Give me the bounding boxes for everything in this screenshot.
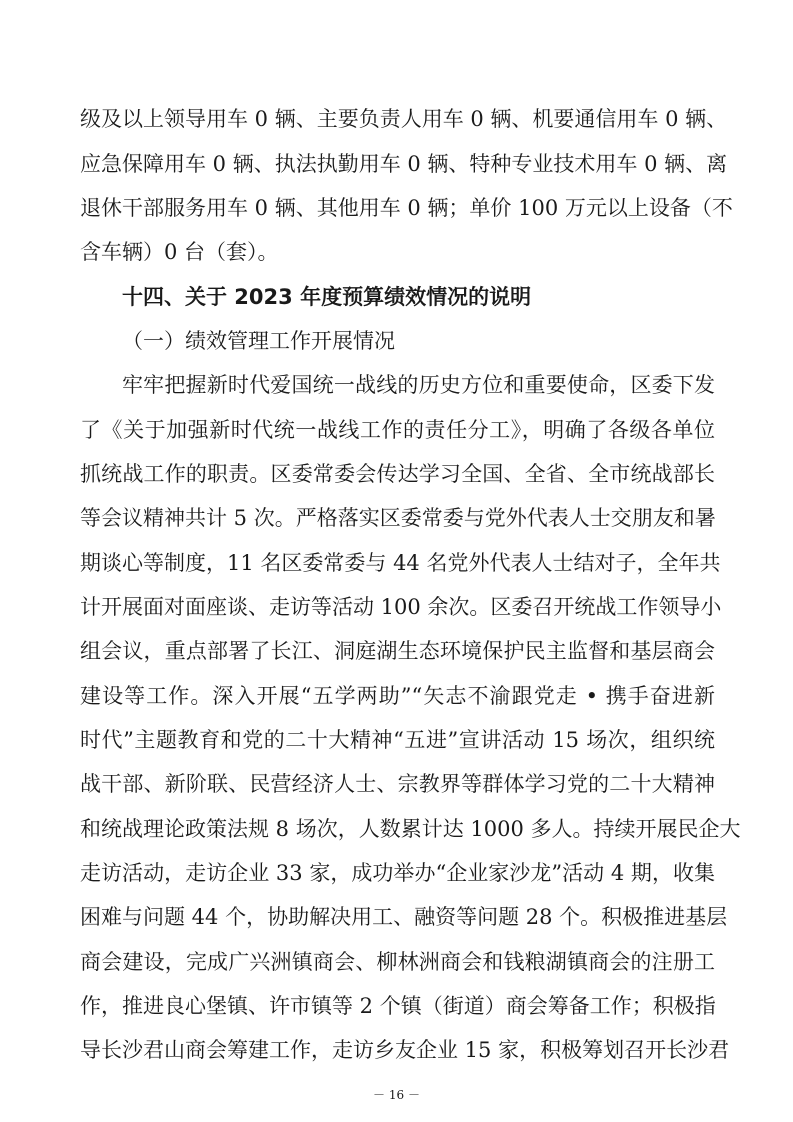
paragraph-line: 含车辆）0 台（套）。 xyxy=(80,240,279,264)
paragraph-line: 退休干部服务用车 0 辆、其他用车 0 辆；单价 100 万元以上设备（不 xyxy=(80,196,733,220)
paragraph-line: 牢牢把握新时代爱国统一战线的历史方位和重要使命，区委下发 xyxy=(122,373,715,397)
section-heading: 十四、关于 2023 年度预算绩效情况的说明 xyxy=(122,285,532,309)
paragraph-line: 困难与问题 44 个，协助解决用工、融资等问题 28 个。积极推进基层 xyxy=(80,905,728,929)
paragraph-line: 期谈心等制度，11 名区委常委与 44 名党外代表人士结对子，全年共 xyxy=(80,551,721,575)
paragraph-line: 了《关于加强新时代统一战线工作的责任分工》，明确了各级各单位 xyxy=(80,418,715,442)
paragraph-line: 建设等工作。深入开展“五学两助”“矢志不渝跟党走 • 携手奋进新 xyxy=(80,684,715,708)
paragraph-line: 导长沙君山商会筹建工作，走访乡友企业 15 家，积极筹划召开长沙君 xyxy=(80,1038,730,1062)
paragraph-line: 走访活动，走访企业 33 家，成功举办“企业家沙龙”活动 4 期，收集 xyxy=(80,861,715,885)
paragraph-line: 时代”主题教育和党的二十大精神“五进”宣讲活动 15 场次，组织统 xyxy=(80,728,715,752)
paragraph-line: 级及以上领导用车 0 辆、主要负责人用车 0 辆、机要通信用车 0 辆、 xyxy=(80,107,728,131)
page-number: － 16 － xyxy=(373,1088,420,1102)
paragraph-line: 组会议，重点部署了长江、洞庭湖生态环境保护民主监督和基层商会 xyxy=(80,639,715,663)
paragraph-line: 商会建设，完成广兴洲镇商会、柳林洲商会和钱粮湖镇商会的注册工 xyxy=(80,950,715,974)
paragraph-line: 战干部、新阶联、民营经济人士、宗教界等群体学习党的二十大精神 xyxy=(80,772,715,796)
paragraph-line: 应急保障用车 0 辆、执法执勤用车 0 辆、特种专业技术用车 0 辆、离 xyxy=(80,152,728,176)
paragraph-line: 抓统战工作的职责。区委常委会传达学习全国、全省、全市统战部长 xyxy=(80,462,715,486)
paragraph-line: 作，推进良心堡镇、许市镇等 2 个镇（街道）商会筹备工作；积极指 xyxy=(80,994,716,1018)
subsection-heading: （一）绩效管理工作开展情况 xyxy=(122,329,395,353)
paragraph-line: 等会议精神共计 5 次。严格落实区委常委与党外代表人士交朋友和暑 xyxy=(80,506,716,530)
paragraph-line: 计开展面对面座谈、走访等活动 100 余次。区委召开统战工作领导小 xyxy=(80,595,722,619)
paragraph-line: 和统战理论政策法规 8 场次，人数累计达 1000 多人。持续开展民企大 xyxy=(80,817,741,841)
